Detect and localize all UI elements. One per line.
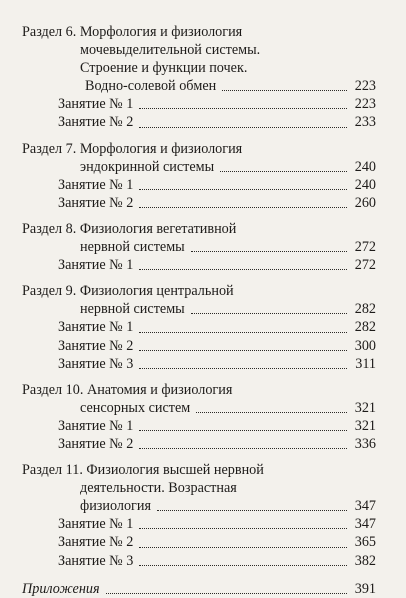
page-number: 223 <box>354 78 376 95</box>
section-entry <box>22 158 376 176</box>
page-number: 365 <box>354 534 376 551</box>
lesson-label: Занятие № 1 <box>58 417 134 434</box>
entry-label: эндокринной системы <box>80 158 215 175</box>
lesson-entry <box>22 194 376 212</box>
page-number: 233 <box>354 114 376 131</box>
dot-leader <box>106 593 347 594</box>
dot-leader <box>139 127 347 128</box>
lesson-label: Занятие № 1 <box>58 176 134 193</box>
section-title-line: мочевыделительной системы. <box>80 42 261 59</box>
lesson-entry <box>22 417 376 435</box>
section-entry <box>22 399 376 417</box>
dot-leader <box>139 565 347 566</box>
lesson-label: Занятие № 3 <box>58 355 134 372</box>
lesson-entry <box>22 176 376 194</box>
lesson-label: Занятие № 2 <box>58 114 134 131</box>
dot-leader <box>139 448 347 449</box>
dot-leader <box>139 547 347 548</box>
page-number: 300 <box>354 337 376 354</box>
page-number: 382 <box>354 552 376 569</box>
lesson-entry <box>22 256 376 274</box>
dot-leader <box>139 332 347 333</box>
dot-leader <box>139 368 347 369</box>
section-title-line: деятельности. Возрастная <box>80 480 237 497</box>
dot-leader <box>139 189 347 190</box>
dot-leader <box>220 171 347 172</box>
entry-label: физиология <box>80 498 151 515</box>
section-title-line: Раздел 9. Физиология центральной <box>22 283 234 300</box>
lesson-label: Занятие № 2 <box>58 534 134 551</box>
toc-section-8 <box>22 220 376 274</box>
page-number: 240 <box>354 158 376 175</box>
section-title-line: Раздел 10. Анатомия и физиология <box>22 381 233 398</box>
section-title-line: Раздел 6. Морфология и физиология <box>22 24 243 40</box>
lesson-label: Занятие № 1 <box>58 319 134 336</box>
entry-label: нервной системы <box>80 239 185 256</box>
page-number: 240 <box>354 176 376 193</box>
toc-section-7 <box>22 140 376 212</box>
lesson-label: Занятие № 2 <box>58 194 134 211</box>
dot-leader <box>222 90 347 91</box>
toc-section-11 <box>22 461 376 570</box>
page-number: 391 <box>354 580 376 597</box>
section-title-line: Раздел 7. Морфология и физиология <box>22 140 243 157</box>
entry-label: нервной системы <box>80 301 185 318</box>
lesson-label: Занятие № 3 <box>58 552 134 569</box>
page-number: 321 <box>354 417 376 434</box>
section-title-line: Раздел 11. Физиология высшей нервной <box>22 462 264 479</box>
lesson-entry <box>22 95 376 113</box>
lesson-entry <box>22 318 376 336</box>
section-entry <box>22 497 376 515</box>
lesson-entry <box>22 435 376 453</box>
page-number: 272 <box>354 239 376 256</box>
page-number: 311 <box>355 355 376 372</box>
dot-leader <box>191 313 347 314</box>
page-number: 260 <box>354 194 376 211</box>
lesson-label: Занятие № 2 <box>58 435 134 452</box>
lesson-entry <box>22 113 376 131</box>
dot-leader <box>139 350 347 351</box>
section-title-line: Строение и функции почек. <box>80 60 248 77</box>
dot-leader <box>139 430 347 431</box>
dot-leader <box>139 207 347 208</box>
page-number: 321 <box>354 399 376 416</box>
toc-section-10 <box>22 381 376 453</box>
toc-section-9 <box>22 282 376 372</box>
lesson-label: Занятие № 1 <box>58 96 134 113</box>
entry-label: сенсорных систем <box>80 399 191 416</box>
page-number: 336 <box>354 435 376 452</box>
lesson-entry <box>22 355 376 373</box>
page-number: 282 <box>354 319 376 336</box>
dot-leader <box>157 510 347 511</box>
section-entry <box>22 238 376 256</box>
section-title-line: Раздел 8. Физиология вегетативной <box>22 220 237 237</box>
lesson-label: Занятие № 1 <box>58 516 134 533</box>
appendix-label: Приложения <box>22 580 100 597</box>
page-number: 347 <box>354 498 376 515</box>
lesson-label: Занятие № 1 <box>58 257 134 274</box>
page-number: 272 <box>354 257 376 274</box>
lesson-entry <box>22 515 376 533</box>
page-number: 347 <box>354 516 376 533</box>
dot-leader <box>139 528 347 529</box>
lesson-label: Занятие № 2 <box>58 337 134 354</box>
lesson-entry <box>22 533 376 551</box>
toc-appendix-entry <box>22 580 376 598</box>
lesson-entry <box>22 552 376 570</box>
dot-leader <box>139 108 347 109</box>
lesson-entry <box>22 337 376 355</box>
page-number: 282 <box>354 301 376 318</box>
entry-label: Водно-солевой обмен <box>85 78 217 95</box>
dot-leader <box>196 412 347 413</box>
dot-leader <box>139 269 347 270</box>
dot-leader <box>191 251 347 252</box>
section-entry <box>22 300 376 318</box>
toc-section-6 <box>22 23 376 132</box>
page-number: 223 <box>354 96 376 113</box>
section-entry <box>22 77 376 95</box>
